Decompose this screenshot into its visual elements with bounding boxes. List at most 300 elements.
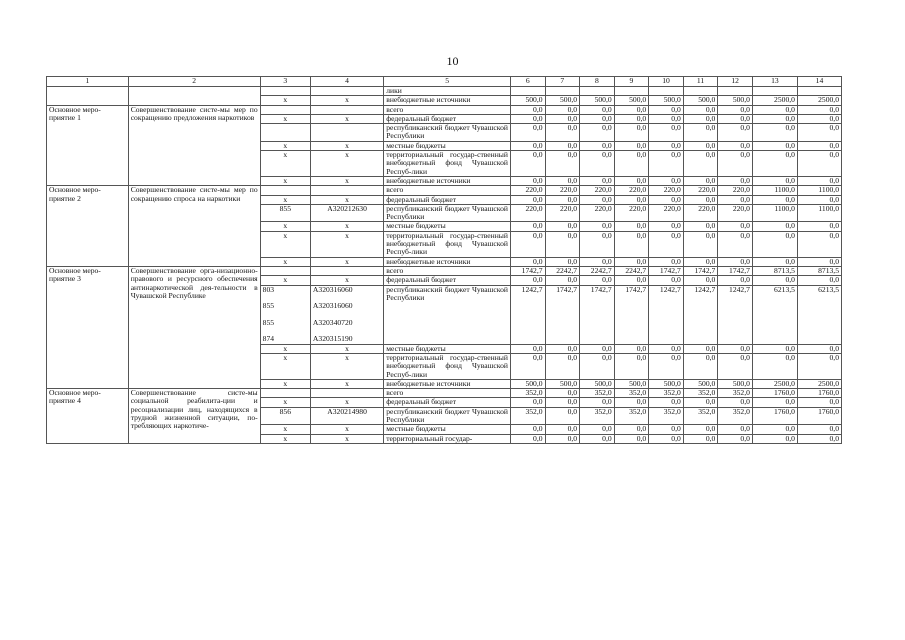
value-cell: 0,0 — [580, 276, 615, 285]
code-cell: х — [260, 222, 310, 231]
value-cell — [510, 87, 545, 96]
code-cell: х — [310, 276, 383, 285]
header-cell: 3 — [260, 77, 310, 87]
value-cell: 500,0 — [614, 96, 649, 105]
value-cell: 0,0 — [797, 195, 841, 204]
code-cell: х — [310, 231, 383, 257]
header-cell: 8 — [580, 77, 615, 87]
value-cell: 0,0 — [510, 434, 545, 443]
value-cell: 0,0 — [580, 105, 615, 114]
code-cell: х — [260, 176, 310, 185]
value-cell: 0,0 — [683, 231, 718, 257]
code-cell: х — [260, 151, 310, 177]
code-cell: х — [260, 434, 310, 443]
source-cell: лики — [384, 87, 511, 96]
value-cell: 500,0 — [649, 96, 684, 105]
source-cell: внебюджетные источники — [384, 176, 511, 185]
value-cell: 0,0 — [683, 257, 718, 266]
value-cell: 0,0 — [797, 353, 841, 379]
source-cell: территориальный государ-ственный внебюджетный фонд Чувашской Респуб-лики — [384, 231, 511, 257]
header-cell: 10 — [649, 77, 684, 87]
value-cell: 0,0 — [545, 407, 580, 425]
code-cell — [260, 124, 310, 142]
value-cell: 0,0 — [580, 222, 615, 231]
value-cell: 0,0 — [545, 276, 580, 285]
value-cell: 1100,0 — [752, 204, 797, 222]
value-cell: 0,0 — [718, 353, 753, 379]
value-cell: 0,0 — [614, 434, 649, 443]
source-cell: всего — [384, 105, 511, 114]
activity-name-cell: Основное меро-приятие 4 — [47, 389, 129, 444]
value-cell: 0,0 — [580, 344, 615, 353]
value-cell: 1242,7 — [510, 285, 545, 344]
activity-name-cell — [47, 87, 129, 96]
value-cell: 2500,0 — [752, 379, 797, 388]
value-cell: 500,0 — [510, 379, 545, 388]
code-cell — [260, 186, 310, 195]
value-cell: 1242,7 — [718, 285, 753, 344]
source-cell: территориальный государ-ственный внебюджетный фонд Чувашской Респуб-лики — [384, 151, 511, 177]
code-cell: х — [310, 96, 383, 105]
code-cell: х — [310, 151, 383, 177]
value-cell: 2500,0 — [797, 96, 841, 105]
code-cell: А320214980 — [310, 407, 383, 425]
value-cell: 0,0 — [580, 141, 615, 150]
code-cell: х — [260, 114, 310, 123]
header-row — [47, 77, 842, 87]
value-cell: 0,0 — [545, 353, 580, 379]
code-cell: х — [310, 434, 383, 443]
code-cell — [310, 87, 383, 96]
value-cell: 0,0 — [649, 344, 684, 353]
value-cell: 0,0 — [797, 276, 841, 285]
value-cell: 220,0 — [580, 204, 615, 222]
value-cell: 0,0 — [580, 425, 615, 434]
value-cell: 500,0 — [545, 96, 580, 105]
value-cell: 0,0 — [752, 195, 797, 204]
value-cell: 220,0 — [545, 186, 580, 195]
value-cell: 0,0 — [718, 222, 753, 231]
code-cell: х — [310, 425, 383, 434]
value-cell: 0,0 — [752, 124, 797, 142]
value-cell: 2242,7 — [614, 266, 649, 275]
header-cell: 4 — [310, 77, 383, 87]
value-cell: 352,0 — [718, 389, 753, 398]
value-cell: 1100,0 — [797, 186, 841, 195]
value-cell: 0,0 — [752, 353, 797, 379]
code-cell — [310, 389, 383, 398]
value-cell: 1242,7 — [649, 285, 684, 344]
value-cell: 1242,7 — [683, 285, 718, 344]
code-cell: х — [260, 195, 310, 204]
header-cell: 11 — [683, 77, 718, 87]
source-cell: территориальный государ- — [384, 434, 511, 443]
value-cell: 0,0 — [683, 276, 718, 285]
value-cell: 0,0 — [545, 231, 580, 257]
value-cell: 220,0 — [545, 204, 580, 222]
source-cell: всего — [384, 389, 511, 398]
value-cell: 0,0 — [580, 114, 615, 123]
value-cell: 0,0 — [752, 231, 797, 257]
value-cell: 0,0 — [510, 398, 545, 407]
value-cell: 220,0 — [718, 204, 753, 222]
code-cell: х — [260, 231, 310, 257]
value-cell: 0,0 — [580, 124, 615, 142]
value-cell: 0,0 — [510, 124, 545, 142]
value-cell: 6213,5 — [752, 285, 797, 344]
table-row — [47, 186, 842, 195]
code-cell: х — [310, 176, 383, 185]
header-cell: 14 — [797, 77, 841, 87]
source-cell: федеральный бюджет — [384, 398, 511, 407]
value-cell: 352,0 — [510, 389, 545, 398]
table-row — [47, 389, 842, 398]
value-cell: 1100,0 — [752, 186, 797, 195]
value-cell — [683, 87, 718, 96]
activity-desc-cell: Совершенствование систе-мы мер по сокращению предложения наркотиков — [128, 105, 260, 186]
value-cell: 0,0 — [718, 344, 753, 353]
value-cell: 0,0 — [614, 398, 649, 407]
value-cell: 1742,7 — [649, 266, 684, 275]
value-cell: 0,0 — [614, 257, 649, 266]
value-cell: 1760,0 — [797, 389, 841, 398]
value-cell: 352,0 — [649, 407, 684, 425]
value-cell: 352,0 — [614, 389, 649, 398]
code-cell: х — [260, 344, 310, 353]
activity-name-cell: Основное меро-приятие 3 — [47, 266, 129, 388]
source-cell: внебюджетные источники — [384, 257, 511, 266]
value-cell: 0,0 — [649, 222, 684, 231]
value-cell: 0,0 — [510, 353, 545, 379]
value-cell: 0,0 — [797, 151, 841, 177]
value-cell: 0,0 — [510, 114, 545, 123]
value-cell: 500,0 — [683, 96, 718, 105]
code-cell: х — [260, 96, 310, 105]
value-cell: 0,0 — [580, 151, 615, 177]
header-cell: 7 — [545, 77, 580, 87]
code-cell — [310, 186, 383, 195]
source-cell: местные бюджеты — [384, 222, 511, 231]
value-cell: 0,0 — [797, 176, 841, 185]
value-cell: 500,0 — [718, 379, 753, 388]
value-cell: 0,0 — [580, 257, 615, 266]
value-cell: 0,0 — [649, 195, 684, 204]
value-cell: 352,0 — [510, 407, 545, 425]
code-cell: х — [310, 114, 383, 123]
value-cell: 0,0 — [614, 231, 649, 257]
value-cell: 0,0 — [614, 124, 649, 142]
source-cell: республиканский бюджет Чувашской Республики — [384, 407, 511, 425]
source-cell: федеральный бюджет — [384, 276, 511, 285]
value-cell: 0,0 — [649, 151, 684, 177]
value-cell: 352,0 — [718, 407, 753, 425]
code-cell — [260, 105, 310, 114]
value-cell: 2242,7 — [580, 266, 615, 275]
value-cell: 0,0 — [545, 141, 580, 150]
value-cell: 0,0 — [510, 176, 545, 185]
value-cell: 0,0 — [580, 353, 615, 379]
value-cell: 1100,0 — [797, 204, 841, 222]
value-cell: 0,0 — [752, 105, 797, 114]
value-cell: 220,0 — [510, 186, 545, 195]
value-cell: 0,0 — [683, 124, 718, 142]
code-cell: х — [260, 379, 310, 388]
value-cell: 0,0 — [683, 398, 718, 407]
value-cell: 0,0 — [718, 151, 753, 177]
code-cell — [260, 87, 310, 96]
value-cell: 0,0 — [683, 353, 718, 379]
value-cell: 1742,7 — [510, 266, 545, 275]
value-cell: 0,0 — [718, 141, 753, 150]
value-cell: 0,0 — [545, 114, 580, 123]
table-row — [47, 105, 842, 114]
source-cell: республиканский бюджет Чувашской Республики — [384, 285, 511, 344]
value-cell — [614, 87, 649, 96]
value-cell: 500,0 — [649, 379, 684, 388]
value-cell: 2500,0 — [797, 379, 841, 388]
value-cell: 0,0 — [752, 222, 797, 231]
header-cell: 9 — [614, 77, 649, 87]
source-cell: местные бюджеты — [384, 425, 511, 434]
value-cell: 0,0 — [683, 344, 718, 353]
value-cell: 0,0 — [545, 425, 580, 434]
header-cell: 13 — [752, 77, 797, 87]
value-cell: 0,0 — [718, 231, 753, 257]
value-cell: 220,0 — [510, 204, 545, 222]
value-cell: 0,0 — [649, 231, 684, 257]
value-cell: 1742,7 — [683, 266, 718, 275]
code-cell: х — [310, 398, 383, 407]
value-cell: 0,0 — [718, 257, 753, 266]
code-cell: х — [310, 257, 383, 266]
code-cell: А320212630 — [310, 204, 383, 222]
page-number: 10 — [446, 54, 459, 68]
value-cell: 0,0 — [649, 114, 684, 123]
value-cell: 0,0 — [649, 398, 684, 407]
value-cell: 0,0 — [797, 141, 841, 150]
header-cell: 12 — [718, 77, 753, 87]
activity-desc-cell: Совершенствование систе-мы мер по сокращению спроса на наркотики — [128, 186, 260, 267]
value-cell: 8713,5 — [797, 266, 841, 275]
value-cell — [545, 87, 580, 96]
value-cell: 0,0 — [797, 425, 841, 434]
value-cell: 220,0 — [683, 204, 718, 222]
source-cell: федеральный бюджет — [384, 114, 511, 123]
funding-table — [46, 76, 842, 444]
value-cell: 0,0 — [580, 398, 615, 407]
value-cell: 0,0 — [545, 434, 580, 443]
value-cell: 0,0 — [718, 425, 753, 434]
value-cell: 0,0 — [752, 176, 797, 185]
value-cell: 2242,7 — [545, 266, 580, 275]
table-body — [47, 77, 842, 444]
header-cell: 6 — [510, 77, 545, 87]
value-cell: 0,0 — [614, 105, 649, 114]
table-row — [47, 96, 842, 105]
value-cell: 0,0 — [510, 222, 545, 231]
value-cell: 352,0 — [580, 389, 615, 398]
value-cell: 0,0 — [649, 353, 684, 379]
value-cell: 0,0 — [683, 176, 718, 185]
value-cell: 0,0 — [649, 434, 684, 443]
value-cell: 0,0 — [545, 151, 580, 177]
code-cell: х — [260, 398, 310, 407]
value-cell: 0,0 — [649, 141, 684, 150]
value-cell: 0,0 — [649, 276, 684, 285]
value-cell: 500,0 — [580, 379, 615, 388]
value-cell: 0,0 — [510, 425, 545, 434]
value-cell: 0,0 — [797, 257, 841, 266]
value-cell: 0,0 — [614, 195, 649, 204]
value-cell — [649, 87, 684, 96]
value-cell: 0,0 — [797, 231, 841, 257]
activity-desc-cell: Совершенствование орга-низационно-правового и ресурсного обеспечения антинаркотической дея-тельности в Чувашской Республике — [128, 266, 260, 388]
activity-desc-cell: Совершенствование систе-мы социальной реабилита-ции и ресоциализации лиц, находящихся в трудной жизненной ситуации, по-требляющих наркотиче- — [128, 389, 260, 444]
value-cell: 0,0 — [510, 257, 545, 266]
activity-name-cell — [47, 96, 129, 105]
code-cell: 803 855 855 874 — [260, 285, 310, 344]
header-cell: 1 — [47, 77, 129, 87]
value-cell — [580, 87, 615, 96]
value-cell: 500,0 — [545, 379, 580, 388]
value-cell: 0,0 — [752, 276, 797, 285]
source-cell: местные бюджеты — [384, 344, 511, 353]
value-cell: 0,0 — [545, 176, 580, 185]
source-cell: внебюджетные источники — [384, 96, 511, 105]
value-cell: 0,0 — [545, 195, 580, 204]
value-cell: 0,0 — [718, 176, 753, 185]
table-row — [47, 266, 842, 275]
value-cell: 8713,5 — [752, 266, 797, 275]
source-cell: местные бюджеты — [384, 141, 511, 150]
value-cell: 0,0 — [614, 222, 649, 231]
code-cell: 856 — [260, 407, 310, 425]
value-cell: 0,0 — [718, 398, 753, 407]
value-cell: 352,0 — [683, 389, 718, 398]
source-cell: всего — [384, 266, 511, 275]
value-cell: 0,0 — [683, 141, 718, 150]
value-cell: 0,0 — [683, 105, 718, 114]
value-cell: 1742,7 — [580, 285, 615, 344]
source-cell: федеральный бюджет — [384, 195, 511, 204]
value-cell: 0,0 — [752, 425, 797, 434]
value-cell: 0,0 — [683, 425, 718, 434]
value-cell: 2500,0 — [752, 96, 797, 105]
value-cell: 0,0 — [683, 222, 718, 231]
value-cell: 0,0 — [649, 105, 684, 114]
value-cell: 0,0 — [545, 398, 580, 407]
value-cell: 0,0 — [614, 344, 649, 353]
value-cell: 0,0 — [718, 105, 753, 114]
value-cell: 0,0 — [580, 195, 615, 204]
value-cell: 0,0 — [614, 141, 649, 150]
activity-desc-cell — [128, 87, 260, 96]
header-cell: 2 — [128, 77, 260, 87]
value-cell: 0,0 — [545, 344, 580, 353]
value-cell: 0,0 — [718, 114, 753, 123]
value-cell — [797, 87, 841, 96]
value-cell: 6213,5 — [797, 285, 841, 344]
value-cell: 0,0 — [510, 195, 545, 204]
value-cell: 0,0 — [752, 398, 797, 407]
value-cell: 0,0 — [649, 257, 684, 266]
value-cell: 0,0 — [614, 176, 649, 185]
value-cell: 352,0 — [683, 407, 718, 425]
value-cell: 220,0 — [649, 186, 684, 195]
source-cell: территориальный государ-ственный внебюджетный фонд Чувашской Респуб-лики — [384, 353, 511, 379]
value-cell: 0,0 — [718, 124, 753, 142]
value-cell: 0,0 — [510, 105, 545, 114]
value-cell: 0,0 — [683, 151, 718, 177]
value-cell: 0,0 — [797, 114, 841, 123]
code-cell: х — [260, 257, 310, 266]
value-cell: 1742,7 — [614, 285, 649, 344]
value-cell: 0,0 — [510, 141, 545, 150]
code-cell: х — [260, 425, 310, 434]
activity-desc-cell — [128, 96, 260, 105]
value-cell: 0,0 — [545, 222, 580, 231]
value-cell: 0,0 — [614, 276, 649, 285]
code-cell: х — [310, 195, 383, 204]
value-cell: 500,0 — [580, 96, 615, 105]
code-cell: 855 — [260, 204, 310, 222]
value-cell: 220,0 — [614, 186, 649, 195]
value-cell — [718, 87, 753, 96]
activity-name-cell: Основное меро-приятие 2 — [47, 186, 129, 267]
source-cell: внебюджетные источники — [384, 379, 511, 388]
value-cell: 352,0 — [580, 407, 615, 425]
value-cell: 0,0 — [614, 425, 649, 434]
value-cell: 0,0 — [510, 231, 545, 257]
value-cell: 1760,0 — [797, 407, 841, 425]
source-cell: республиканский бюджет Чувашской Республики — [384, 204, 511, 222]
value-cell: 0,0 — [649, 176, 684, 185]
value-cell: 0,0 — [718, 434, 753, 443]
value-cell: 0,0 — [580, 434, 615, 443]
value-cell: 500,0 — [510, 96, 545, 105]
value-cell: 0,0 — [752, 344, 797, 353]
value-cell: 0,0 — [510, 344, 545, 353]
value-cell: 0,0 — [797, 105, 841, 114]
value-cell: 0,0 — [797, 222, 841, 231]
value-cell: 0,0 — [614, 114, 649, 123]
code-cell — [310, 124, 383, 142]
value-cell: 0,0 — [649, 124, 684, 142]
value-cell: 352,0 — [649, 389, 684, 398]
value-cell: 500,0 — [614, 379, 649, 388]
value-cell: 1742,7 — [718, 266, 753, 275]
code-cell: А320316060 А320316060 А320340720 А320315190 — [310, 285, 383, 344]
value-cell: 220,0 — [683, 186, 718, 195]
value-cell: 500,0 — [683, 379, 718, 388]
value-cell: 0,0 — [718, 195, 753, 204]
value-cell: 0,0 — [545, 257, 580, 266]
table-row — [47, 87, 842, 96]
value-cell: 0,0 — [752, 114, 797, 123]
code-cell: х — [310, 379, 383, 388]
header-cell: 5 — [384, 77, 511, 87]
value-cell: 500,0 — [718, 96, 753, 105]
value-cell: 0,0 — [752, 257, 797, 266]
value-cell: 220,0 — [580, 186, 615, 195]
value-cell: 1742,7 — [545, 285, 580, 344]
value-cell: 0,0 — [545, 389, 580, 398]
value-cell: 0,0 — [683, 434, 718, 443]
value-cell: 0,0 — [580, 176, 615, 185]
value-cell: 0,0 — [683, 195, 718, 204]
value-cell: 0,0 — [510, 276, 545, 285]
value-cell: 220,0 — [614, 204, 649, 222]
